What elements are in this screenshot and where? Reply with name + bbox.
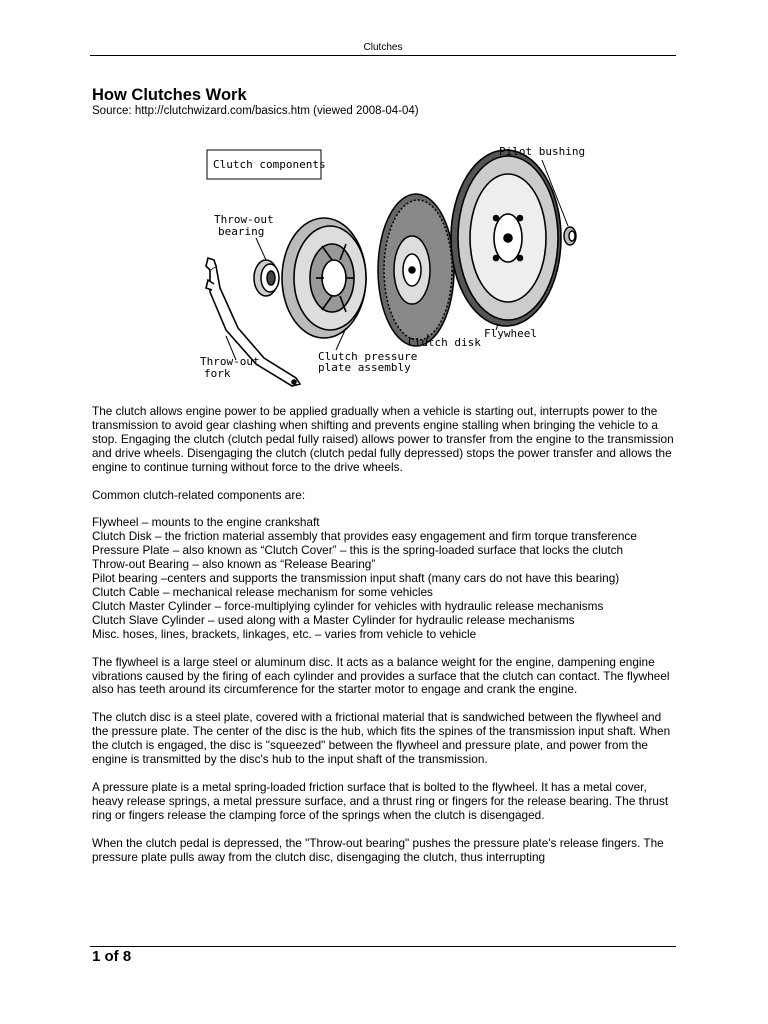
label-pilot-bushing: Pilot bushing (499, 145, 586, 158)
paragraph-intro: The clutch allows engine power to be applied gradually when a vehicle is starting out, interrupts power to the transmission to avoid gear clashing when shifting and prevents engine stalling when bringing the vehicle to a stop. Engaging the clutch (clutch pedal fully raised) allows power to transfer from the engine to the transmission and drive wheels. Disengaging the clutch (clutch pedal fully depressed) stops the power transfer and allows the engine to continue turning without force to the drive wheels. (92, 404, 674, 474)
label-pressure-plate-line2: plate assembly (318, 361, 411, 374)
list-item: Throw-out Bearing – also known as “Release Bearing” (92, 557, 376, 572)
components-list (92, 516, 680, 641)
throwout-bearing-shape (254, 260, 279, 296)
footer-rule (90, 946, 676, 947)
body-text (92, 405, 680, 878)
label-throwout-fork-line2: fork (204, 367, 231, 380)
list-item: Pressure Plate – also known as “Clutch Cover” – this is the spring-loaded surface that locks the clutch (92, 543, 624, 558)
paragraph-components-intro: Common clutch-related components are: (92, 487, 306, 502)
paragraph-clutch-pedal: When the clutch pedal is depressed, the "Throw-out bearing" pushes the pressure plate's release fingers. The pressure plate pulls away from the clutch disc, disengaging the clutch, thus interrupting (92, 835, 664, 864)
label-throwout-bearing-line2: bearing (218, 225, 265, 238)
list-item: Flywheel – mounts to the engine crankshaft (92, 515, 320, 530)
list-item: Misc. hoses, lines, brackets, linkages, etc. – varies from vehicle to vehicle (92, 626, 477, 641)
page-title: How Clutches Work (92, 86, 247, 104)
pressure-plate-shape (282, 218, 366, 338)
paragraph-flywheel: The flywheel is a large steel or aluminum disc. It acts as a balance weight for the engine, dampening engine vibrations caused by the firing of each cylinder and provides a surface that the clutch can contact. The flywheel also has teeth around its circumference for the starter motor to engage and crank the engine. (92, 654, 670, 697)
list-item: Pilot bearing –centers and supports the transmission input shaft (many cars do not have this bearing) (92, 571, 620, 586)
figure-title-label: Clutch components (213, 158, 326, 171)
running-header: Clutches (363, 42, 403, 53)
list-item: Clutch Disk – the friction material assembly that provides easy engagement and firm torque transference (92, 529, 637, 544)
list-item: Clutch Cable – mechanical release mechanism for some vehicles (92, 584, 433, 599)
clutch-diagram (196, 138, 586, 388)
flywheel-shape (451, 150, 561, 326)
paragraph-pressure-plate: A pressure plate is a metal spring-loaded friction surface that is bolted to the flywheel. It has a metal cover, heavy release springs, a metal pressure surface, and a thrust ring or fingers for the release bearing. The thrust ring or fingers release the clamping force of the springs when the clutch is disengaged. (92, 779, 669, 822)
label-flywheel: Flywheel (484, 327, 537, 340)
paragraph-clutch-disc: The clutch disc is a steel plate, covered with a frictional material that is sandwiched between the flywheel and the pressure plate. The center of the disc is the hub, which fits the spines of the transmission input shaft. When the clutch is engaged, the disc is "squeezed" between the flywheel and pressure plate, and power from the engine is transmitted by the disc's hub to the input shaft of the transmission. (92, 710, 671, 767)
pilot-bushing-shape (564, 227, 576, 245)
header-rule (90, 55, 676, 56)
clutch-disk-shape (378, 194, 454, 346)
clutch-components-figure (196, 138, 586, 388)
label-throwout-bearing-line1: Throw-out (214, 213, 274, 226)
label-pressure-plate-line1: Clutch pressure (318, 350, 418, 363)
list-item: Clutch Slave Cylinder – used along with a Master Cylinder for hydraulic release mechanisms (92, 612, 575, 627)
list-item: Clutch Master Cylinder – force-multiplying cylinder for vehicles with hydraulic release mechanisms (92, 598, 604, 613)
page-number: 1 of 8 (92, 948, 132, 965)
label-throwout-fork-line1: Throw-out (200, 355, 260, 368)
label-clutch-disk: Clutch disk (408, 336, 481, 349)
source-citation: Source: http://clutchwizard.com/basics.htm (viewed 2008-04-04) (92, 105, 419, 117)
